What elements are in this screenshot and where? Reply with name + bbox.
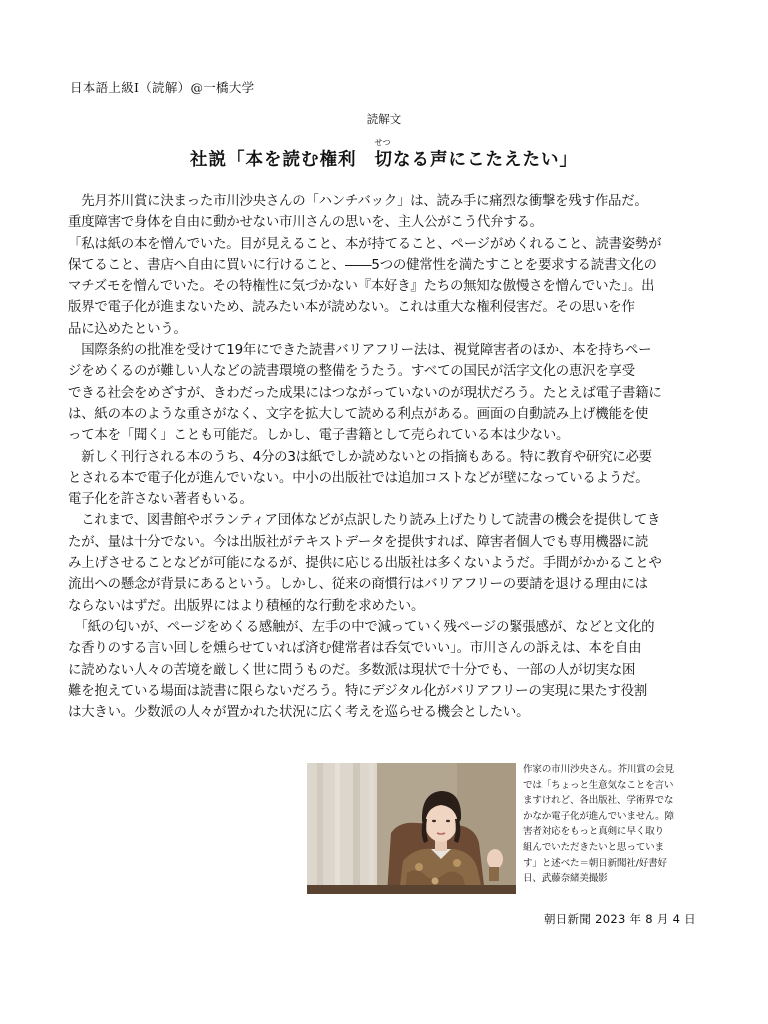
article-line: 新しく刊行される本のうち、4分の3は紙でしか読めないとの指摘もある。特に教育や研究に必要 [68,449,652,465]
article-line: 品に込めたという。 [68,321,187,337]
article-line: 国際条約の批准を受けて19年にできた読書バリアフリー法は、視覚障害者のほか、本を持ちペー [68,343,652,359]
article-line: 流出への懸念が背景にあるという。しかし、従来の商慣行はバリアフリーの要請を退ける理由には [68,577,648,593]
article-line: み上げさせることなどが可能になるが、提供に応じる出版社は多くないようだ。手間がかかることや [68,556,662,572]
article-line: 「私は紙の本を憎んでいた。目が見えること、本が持てること、ページがめくれること、読書姿勢が [68,236,662,252]
article-line: って本を「聞く」ことも可能だ。しかし、電子書籍として売られている本は少ない。 [68,428,570,444]
article-line: ジをめくるのが難しい人などの読書環境の整備をうたう。すべての国民が活字文化の恵沢を享受 [68,364,635,380]
title-ruby: せつ [374,138,391,147]
caption-line: 組んでいただきたいと思っていま [523,841,664,853]
caption-line: 作家の市川沙央さん。芥川賞の会見 [523,764,674,775]
caption-line: では「ちょっと生意気なことを言い [523,779,674,791]
caption-line: ますけれど、各出版社、学術界でな [523,795,674,807]
caption-line: す」と述べた＝朝日新聞社/好書好 [523,857,667,869]
article-line: 先月芥川賞に決まった市川沙央さんの「ハンチバック」は、読み手に痛烈な衝撃を残す作品だ。 [68,194,648,209]
article-line: とされる本で電子化が進んでいない。中小の出版社では追加コストなどが壁になっているようだ。 [68,470,649,486]
author-photo [307,763,516,894]
title-part-1: 社説「本を読む権利 [190,150,357,170]
article-line: 難を抱えている場面は読書に限らないだろう。特にデジタル化がバリアフリーの実現に果たす役割 [68,683,648,699]
caption-line: 日、武藤奈緒美撮影 [523,873,608,885]
author-photo-illustration [307,763,516,894]
caption-line: 害者対応をもっと真剣に早く取り [523,826,664,838]
article-line: は大きい。少数派の人々が置かれた状況に広く考えを巡らせる機会としたい。 [68,705,530,721]
section-label: 読解文 [366,112,402,126]
title-part-2: 切なる声にこたえたい」 [374,150,578,170]
article-line: 電子化を許さない著者もいる。 [68,492,253,508]
article-line: できる社会をめざすが、きわだった成果にはつながっていないのが現状だろう。たとえば電子書籍に [68,385,662,401]
caption-line: かなか電子化が進んでいません。障 [523,810,674,822]
article-line: は、紙の本のような重さがなく、文字を拡大して読める利点がある。画面の自動読み上げ機能を使 [68,406,649,422]
article-line: 「紙の匂いが、ページをめくる感触が、左手の中で減っていく残ページの緊張感が、などと文化的 [68,619,655,635]
article-line: 重度障害で身体を自由に動かせない市川さんの思いを、主人公がこう代弁する。 [68,215,543,231]
title-ruby-anchor [374,138,579,170]
article-line: ならないはずだ。出版界にはより積極的な行動を求めたい。 [68,598,425,614]
source-citation: 朝日新聞 2023 年 8 月 4 日 [543,912,696,926]
course-header: 日本語上級Ⅰ（読解）@一橋大学 [70,80,255,95]
article-line: 保てること、書店へ自由に買いに行けること、――5つの健常性を満たすことを要求する読書文化の [68,257,657,273]
article-line: に読めない人々の苦境を厳しく世に問うものだ。多数派は現状で十分でも、一部の人が切実な困 [68,662,636,678]
article-line: たが、量は十分でない。今は出版社がテキストデータを提供すれば、障害者個人でも専用機器に読 [68,534,649,550]
photo-caption [523,762,703,887]
article-line: これまで、図書館やボランティア団体などが点訳したり読み上げたりして読書の機会を提供してき [68,513,661,529]
article-line: な香りのする言い回しを燻らせていれば済む健常者は呑気でいい」。市川さんの訴えは、本を自由 [68,641,642,657]
article-line: マチズモを憎んでいた。その特権性に気づかない『本好き』たちの無知な傲慢さを憎んでいた」。出 [68,279,655,295]
article-line: 版界で電子化が進まないため、読みたい本が読めない。これは重大な権利侵害だ。その思いを作 [68,300,635,316]
article-title [0,138,768,171]
article-body [68,191,700,723]
